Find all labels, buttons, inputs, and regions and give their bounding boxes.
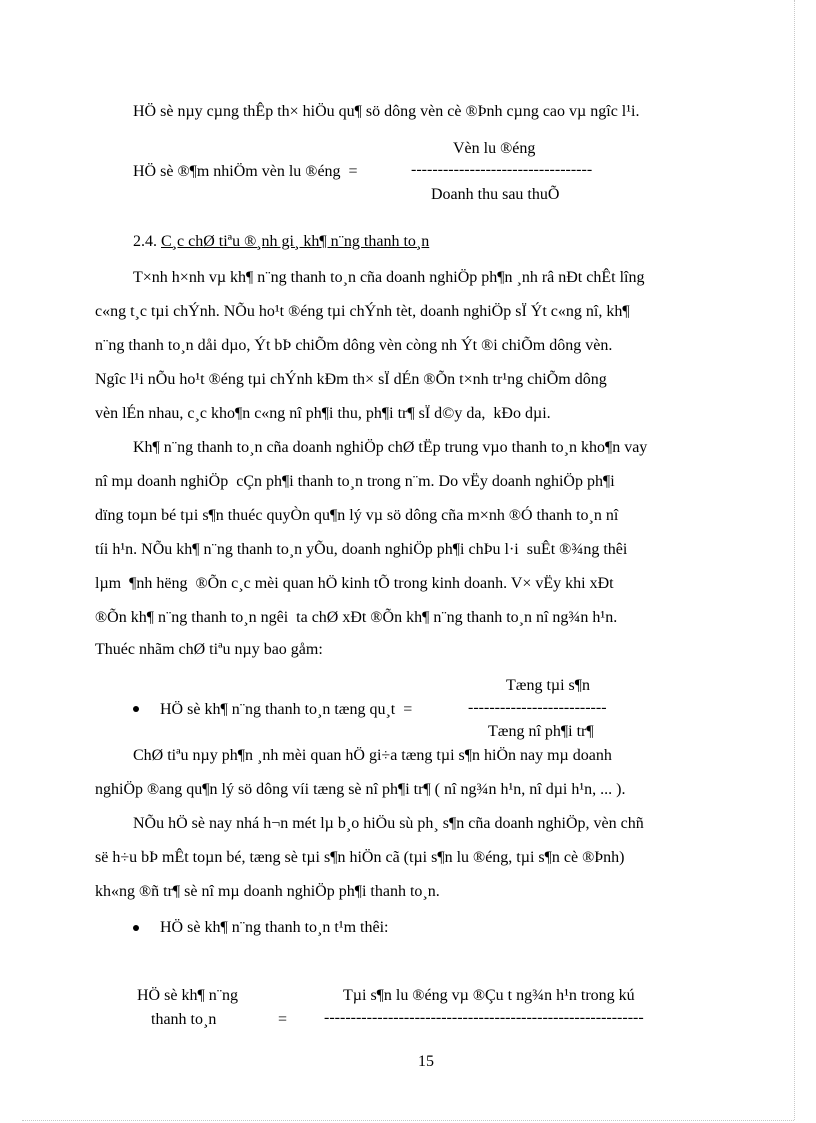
formula-fraction-bar: ---------------------------------- — [411, 161, 593, 178]
page-edge-bottom — [22, 1120, 794, 1121]
text-line: HÖ sè kh¶ n¨ng thanh to¸n t¹m thêi: — [160, 919, 389, 936]
text-line: NÕu hÖ sè nay nhá h¬n mét lµ b¸o hiÖu sù ph¸ s¶n cña doanh nghiÖp, vèn chñ — [133, 815, 644, 832]
text-line: T×nh h×nh vµ kh¶ n¨ng thanh to¸n cña doanh nghiÖp ph¶n ¸nh râ nÐt chÊt lîng — [133, 269, 645, 286]
text-line: dïng toµn bé tµi s¶n thuéc quyÒn qu¶n lý vµ sö dông cña m×nh ®Ó thanh to¸n nî — [95, 507, 619, 524]
formula-fraction-bar: ------------------------------------------------------------ — [324, 1009, 644, 1026]
text-line: ChØ tiªu nµy ph¶n ¸nh mèi quan hÖ gi÷a tæng tµi s¶n hiÖn nay mµ doanh — [133, 747, 612, 764]
text-line: Ngîc l¹i nÕu ho¹t ®éng tµi chÝnh kÐm th× sÏ dÉn ®Õn t×nh tr¹ng chiÕm dông — [95, 371, 607, 388]
formula-numerator: Tæng tµi s¶n — [506, 677, 591, 694]
text-line: lµm ¶nh hëng ®Õn c¸c mèi quan hÖ kinh tÕ trong kinh doanh. V× vËy khi xÐt — [95, 575, 614, 592]
page-edge-right — [794, 0, 795, 1120]
formula-numerator: Tµi s¶n lu ®éng vµ ®Çu t ng¾n h¹n trong kú — [343, 987, 635, 1004]
formula-denominator: Tæng nî ph¶i tr¶ — [488, 723, 594, 740]
text-line: nî mµ doanh nghiÖp cÇn ph¶i thanh to¸n trong n¨m. Do vËy doanh nghiÖp ph¶i — [95, 473, 615, 490]
formula-denominator: Doanh thu sau thuÕ — [431, 186, 560, 203]
text-line: së h÷u bÞ mÊt toµn bé, tæng sè tµi s¶n hiÖn cã (tµi s¶n lu ®éng, tµi s¶n cè ®Þnh) — [95, 849, 625, 866]
formula-numerator: Vèn lu ®éng — [453, 140, 536, 157]
page-number: 15 — [418, 1053, 434, 1070]
text-line: HÖ sè nµy cµng thÊp th× hiÖu qu¶ sö dông vèn cè ®Þnh cµng cao vµ ngîc l¹i. — [133, 103, 640, 120]
text-line: c«ng t¸c tµi chÝnh. NÕu ho¹t ®éng tµi chÝnh tèt, doanh nghiÖp sÏ Ýt c«ng nî, kh¶ — [95, 303, 630, 320]
text-line: Kh¶ n¨ng thanh to¸n cña doanh nghiÖp chØ tËp trung vµo thanh to¸n kho¶n vay — [133, 439, 648, 456]
bullet-icon — [133, 925, 139, 931]
formula-label: thanh to¸n — [151, 1011, 217, 1028]
formula-label: HÖ sè kh¶ n¨ng — [137, 987, 239, 1004]
formula-equals: = — [278, 1011, 288, 1028]
section-number: 2.4. — [133, 233, 161, 250]
text-line: ®Õn kh¶ n¨ng thanh to¸n ngêi ta chØ xÐt ®Õn kh¶ n¨ng thanh to¸n nî ng¾n h¹n. — [95, 609, 618, 626]
section-title: C¸c chØ tiªu ®¸nh gi¸ kh¶ n¨ng thanh to¸n — [161, 233, 430, 250]
text-line: vèn lÉn nhau, c¸c kho¶n c«ng nî ph¶i thu, ph¶i tr¶ sÏ d©y da, kÐo dµi. — [95, 405, 551, 422]
text-line: tíi h¹n. NÕu kh¶ n¨ng thanh to¸n yÕu, doanh nghiÖp ph¶i chÞu l·i suÊt ®¾ng thêi — [95, 541, 628, 558]
bullet-icon — [133, 706, 139, 712]
text-line: kh«ng ®ñ tr¶ sè nî mµ doanh nghiÖp ph¶i thanh to¸n. — [95, 883, 440, 900]
formula-label: HÖ sè ®¶m nhiÖm vèn lu ®éng = — [133, 163, 358, 180]
section-heading — [133, 232, 429, 252]
text-line: nghiÖp ®ang qu¶n lý sö dông víi tæng sè nî ph¶i tr¶ ( nî ng¾n h¹n, nî dµi h¹n, ... ). — [95, 781, 626, 798]
text-line: n¨ng thanh to¸n dåi dµo, Ýt bÞ chiÕm dông vèn còng nh Ýt ®i chiÕm dông vèn. — [95, 337, 613, 354]
formula-label: HÖ sè kh¶ n¨ng thanh to¸n tæng qu¸t = — [160, 701, 413, 718]
text-line: Thuéc nhãm chØ tiªu nµy bao gåm: — [95, 641, 323, 658]
formula-fraction-bar: -------------------------- — [468, 699, 607, 716]
